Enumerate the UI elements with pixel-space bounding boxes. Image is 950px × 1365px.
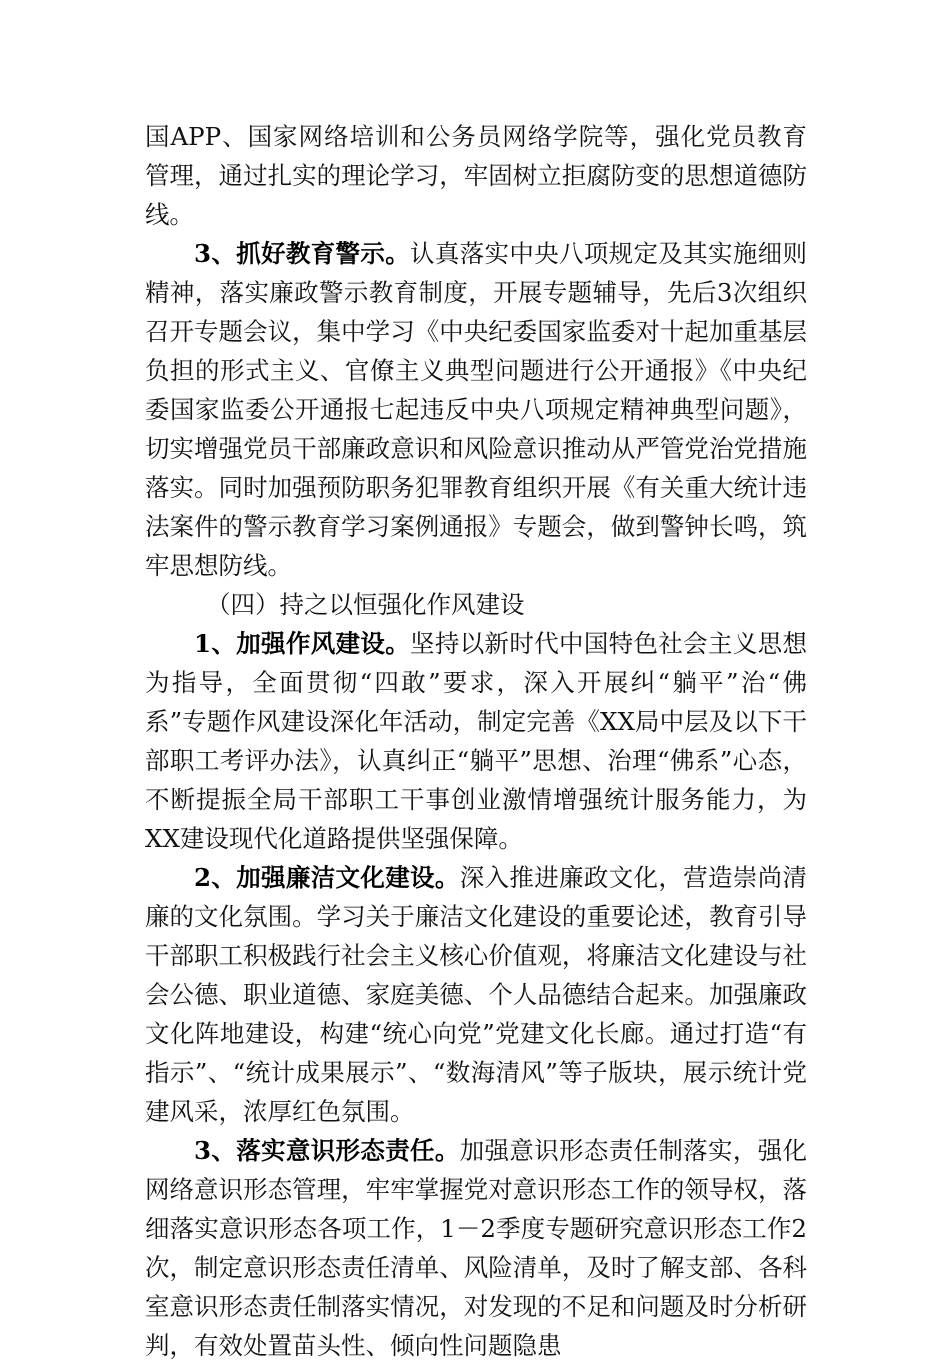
paragraph-continued-training — [145, 117, 807, 234]
paragraph-text: 认真落实中央八项规定及其实施细则精神，落实廉政警示教育制度，开展专题辅导，先后3次组织召开专题会议，集中学习《中央纪委国家监委对十起加重基层负担的形式主义、官僚主义典型问题进行公开通报》《中央纪委国家监委公开通报七起违反中央八项规定精神典型问题》，切实增强党员干部廉政意识和风险意识推动从严管党治党措施落实。同时加强预防职务犯罪教育组织开展《有关重大统计违法案件的警示教育学习案例通报》专题会，做到警钟长鸣，筑牢思想防线。 — [145, 239, 808, 580]
section-heading-work-style: （四）持之以恒强化作风建设 — [206, 590, 525, 619]
paragraph-clean-culture — [145, 858, 807, 1131]
paragraph-ideology-responsibility — [145, 1131, 807, 1365]
paragraph-lead-heading: 3、落实意识形态责任。 — [194, 1136, 460, 1165]
paragraph-text: 深入推进廉政文化，营造崇尚清廉的文化氛围。学习关于廉洁文化建设的重要论述，教育引导干部职工积极践行社会主义核心价值观，将廉洁文化建设与社会公德、职业道德、家庭美德、个人品德结合起来。加强廉政文化阵地建设，构建“统心向党”党建文化长廊。通过打造“有指示”、“统计成果展示”、“数海清风”等子版块，展示统计党建风采，浓厚红色氛围。 — [145, 863, 808, 1126]
paragraph-lead-heading: 3、抓好教育警示。 — [194, 239, 411, 268]
paragraph-lead-heading: 1、加强作风建设。 — [194, 629, 411, 658]
paragraph-text: 加强意识形态责任制落实，强化网络意识形态管理，牢牢掌握党对意识形态工作的领导权，落细落实意识形态各项工作，1－2季度专题研究意识形态工作2次，制定意识形态责任清单、风险清单，及时了解支部、各科室意识形态责任制落实情况，对发现的不足和问题及时分析研判，有效处置苗头性、倾向性问题隐患 — [145, 1136, 808, 1360]
paragraph-text: 国APP、国家网络培训和公务员网络学院等，强化党员教育管理，通过扎实的理论学习，牢固树立拒腐防变的思想道德防线。 — [145, 122, 807, 229]
paragraph-lead-heading: 2、加强廉洁文化建设。 — [194, 863, 460, 892]
document-body — [145, 117, 807, 1365]
paragraph-education-warning — [145, 234, 807, 585]
paragraph-text: 坚持以新时代中国特色社会主义思想为指导，全面贯彻“四敢”要求，深入开展纠“躺平”治“佛系”专题作风建设深化年活动，制定完善《XX局中层及以下干部职工考评办法》，认真纠正“躺平”思想、治理“佛系”心态，不断提振全局干部职工干事创业激情增强统计服务能力，为XX建设现代化道路提供坚强保障。 — [145, 629, 808, 853]
paragraph-work-style — [145, 624, 807, 858]
